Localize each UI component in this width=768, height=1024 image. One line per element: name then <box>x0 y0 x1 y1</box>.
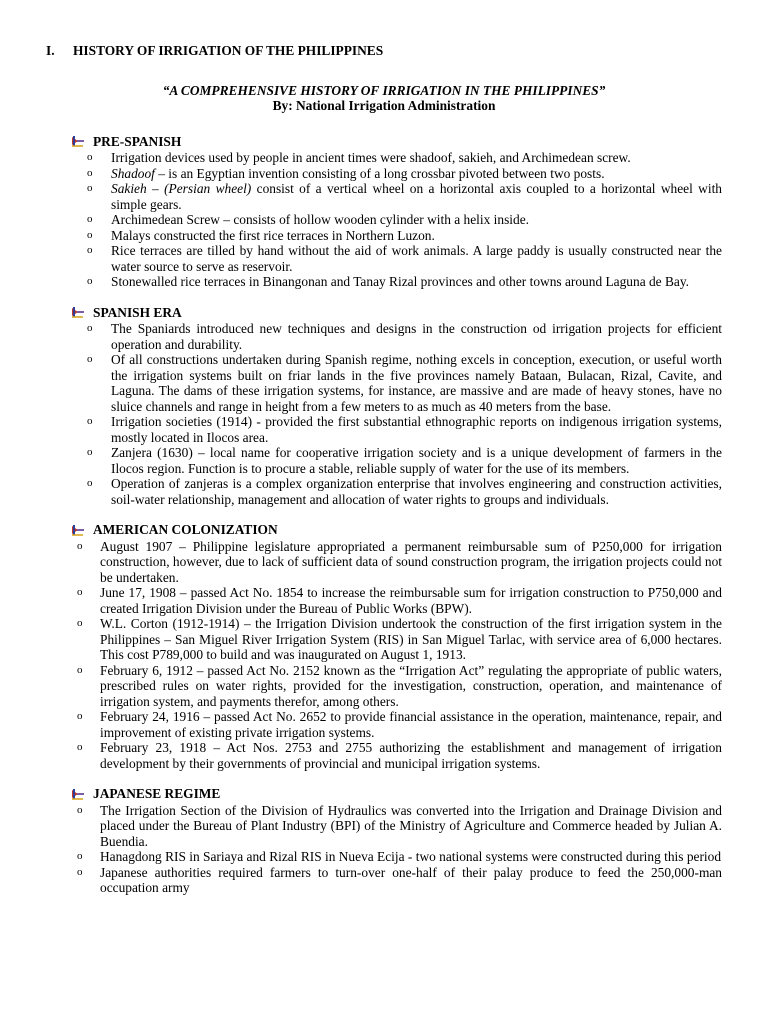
list-item <box>0 243 722 274</box>
list-item-body: August 1907 – Philippine legislature appropriated a permanent reimbursable sum of P250,000 for irrigation construction, however, due to lack of sufficient data of sound construction program, the irrigation projects could not be undertaken. <box>100 538 722 585</box>
bullet-list <box>0 539 722 772</box>
list-item <box>0 212 722 228</box>
list-item-text <box>100 865 722 896</box>
section-heading <box>71 305 722 321</box>
list-item-body: The Spaniards introduced new techniques and designs in the construction od irrigation projects for efficient operation and durability. <box>111 321 722 352</box>
circle-bullet-icon: o <box>87 182 93 194</box>
list-item-body: The Irrigation Section of the Division of Hydraulics was converted into the Irrigation and Drainage Division and placed under the Bureau of Plant Industry (BPI) of the Ministry of Agriculture and Commerce headed by Julian A. Buendia. <box>100 802 722 849</box>
section-heading <box>71 522 722 538</box>
circle-bullet-icon: o <box>77 865 83 878</box>
list-item-body: Irrigation devices used by people in ancient times were shadoof, sakieh, and Archimedean screw. <box>111 150 631 165</box>
list-item-text <box>100 849 722 865</box>
list-item-body: Rice terraces are tilled by hand without the aid of work animals. A large paddy is usually constructed near the water source to serve as reservoir. <box>111 243 722 274</box>
title-block <box>0 83 722 114</box>
list-item <box>0 274 722 290</box>
section-heading <box>71 134 722 150</box>
list-item-text <box>111 274 722 290</box>
list-item-body: Stonewalled rice terraces in Binangonan and Tanay Rizal provinces and other towns around Laguna de Bay. <box>111 274 690 289</box>
list-item-text <box>111 228 722 244</box>
list-item <box>0 166 722 182</box>
list-item-term: Sakieh – (Persian wheel) <box>111 181 252 196</box>
list-item <box>0 414 722 445</box>
bullet-list <box>0 321 722 507</box>
circle-bullet-icon: o <box>87 275 93 287</box>
section <box>0 305 722 508</box>
list-item-body: consist of a vertical wheel on a horizontal axis coupled to a horizontal wheel with simple gears. <box>111 181 722 212</box>
list-item <box>0 539 722 586</box>
list-item <box>0 445 722 476</box>
list-item-text <box>100 740 722 771</box>
list-item-text <box>111 150 722 166</box>
circle-bullet-icon: o <box>87 477 93 489</box>
section <box>0 522 722 771</box>
arrow-bullet-icon <box>71 524 85 536</box>
heading-number: I. <box>46 43 55 58</box>
circle-bullet-icon: o <box>77 850 83 862</box>
circle-bullet-icon: o <box>87 244 93 256</box>
list-item <box>0 476 722 507</box>
list-item <box>0 228 722 244</box>
list-item-body: June 17, 1908 – passed Act No. 1854 to increase the reimbursable sum for irrigation construction to P750,000 and created Irrigation Division under the Bureau of Public Works (BPW). <box>100 585 722 616</box>
circle-bullet-icon: o <box>87 213 93 225</box>
list-item-body: Zanjera (1630) – local name for cooperative irrigation society and is a unique development of farmers in the Ilocos region. Function is to procure a stable, reliable supply of water for the use of its members. <box>111 445 722 476</box>
section-title: PRE-SPANISH <box>93 133 182 149</box>
circle-bullet-icon: o <box>77 617 83 629</box>
list-item-text <box>111 352 722 414</box>
list-item-text <box>100 585 722 616</box>
bullet-list <box>0 150 722 290</box>
list-item <box>0 709 722 740</box>
list-item <box>0 181 722 212</box>
list-item <box>0 150 722 166</box>
list-item <box>0 740 722 771</box>
list-item-body: Irrigation societies (1914) - provided the first substantial ethnographic reports on indigenous irrigation systems, mostly located in Ilocos area. <box>111 414 722 445</box>
circle-bullet-icon: o <box>87 166 93 179</box>
list-item-text <box>100 616 722 663</box>
section-title: AMERICAN COLONIZATION <box>93 522 278 537</box>
circle-bullet-icon: o <box>87 228 93 241</box>
document-heading <box>0 43 722 59</box>
circle-bullet-icon: o <box>77 539 83 552</box>
list-item-body: February 23, 1918 – Act Nos. 2753 and 2755 authorizing the establishment and management of irrigation development by their governments of provincial and municipal irrigation systems. <box>100 740 722 771</box>
list-item-text <box>111 476 722 507</box>
list-item-term: Shadoof <box>111 165 155 181</box>
arrow-bullet-icon <box>71 306 85 318</box>
document-title: “A COMPREHENSIVE HISTORY OF IRRIGATION IN THE PHILIPPINES” <box>162 82 606 98</box>
list-item-text <box>111 243 722 274</box>
circle-bullet-icon: o <box>77 586 83 598</box>
section <box>0 786 722 896</box>
circle-bullet-icon: o <box>77 803 83 816</box>
list-item-body: Operation of zanjeras is a complex organization enterprise that involves engineering and construction activities, soil-water relationship, management and allocation of water rights to groups and individuals. <box>111 476 722 507</box>
circle-bullet-icon: o <box>87 151 93 163</box>
list-item-body: W.L. Corton (1912-1914) – the Irrigation Division undertook the construction of the first irrigation system in the Philippines – San Miguel River Irrigation System (RIS) in San Miguel Tarlac, with service area of 6,000 hectares. This cost P789,000 to build and was inaugurated on August 1, 1913. <box>100 616 722 662</box>
list-item-body: – is an Egyptian invention consisting of a long crossbar pivoted between two posts. <box>154 165 605 181</box>
circle-bullet-icon: o <box>77 710 83 722</box>
list-item <box>0 849 722 865</box>
list-item-text <box>100 803 722 850</box>
list-item <box>0 585 722 616</box>
bullet-list <box>0 803 722 896</box>
list-item-text <box>100 709 722 740</box>
list-item-body: Archimedean Screw – consists of hollow wooden cylinder with a helix inside. <box>111 212 529 227</box>
section-title: JAPANESE REGIME <box>93 786 221 801</box>
list-item-text <box>111 321 722 352</box>
circle-bullet-icon: o <box>77 741 83 753</box>
list-item <box>0 663 722 710</box>
heading-title: HISTORY OF IRRIGATION OF THE PHILIPPINES <box>73 43 384 58</box>
list-item <box>0 803 722 850</box>
circle-bullet-icon: o <box>87 446 93 458</box>
list-item-body: February 6, 1912 – passed Act No. 2152 known as the “Irrigation Act” regulating the appropriate of public waters, prescribed rules on water rights, provided for the investigation, construction, operation, and maintenance of irrigation system, and payments therefor, among others. <box>100 662 722 709</box>
list-item-text <box>111 414 722 445</box>
list-item-body: Hanagdong RIS in Sariaya and Rizal RIS in Nueva Ecija - two national systems were constructed during this period <box>100 849 722 864</box>
list-item <box>0 321 722 352</box>
circle-bullet-icon: o <box>87 322 93 334</box>
list-item-text <box>100 663 722 710</box>
list-item-text <box>100 539 722 586</box>
circle-bullet-icon: o <box>87 353 93 365</box>
list-item-body: Malays constructed the first rice terraces in Northern Luzon. <box>111 227 435 243</box>
section-heading <box>71 786 722 802</box>
list-item <box>0 616 722 663</box>
sections-container <box>0 134 722 896</box>
list-item-text <box>111 212 722 228</box>
list-item-text <box>111 445 722 476</box>
list-item-text <box>111 166 722 182</box>
circle-bullet-icon: o <box>87 415 93 427</box>
circle-bullet-icon: o <box>77 663 83 676</box>
section-title: SPANISH ERA <box>93 304 182 320</box>
list-item-text <box>111 181 722 212</box>
arrow-bullet-icon <box>71 135 85 147</box>
document-byline: By: National Irrigation Administration <box>272 98 496 113</box>
list-item <box>0 865 722 896</box>
list-item-body: February 24, 1916 – passed Act No. 2652 to provide financial assistance in the operation, maintenance, repair, and improvement of existing private irrigation systems. <box>100 709 722 740</box>
list-item <box>0 352 722 414</box>
list-item-body: Japanese authorities required farmers to turn-over one-half of their palay produce to feed the 250,000-man occupation army <box>100 864 722 895</box>
arrow-bullet-icon <box>71 788 85 800</box>
section <box>0 134 722 290</box>
list-item-body: Of all constructions undertaken during Spanish regime, nothing excels in conception, execution, or useful worth the irrigation systems built on friar lands in the five provinces namely Bataan, Bulacan, Rizal, Cavite, and Laguna. The dams of these irrigation systems, for instance, are massive and are made of heavy stones, have no sluice channels and range in height from a few meters to as much as 40 meters from the base. <box>111 352 722 414</box>
